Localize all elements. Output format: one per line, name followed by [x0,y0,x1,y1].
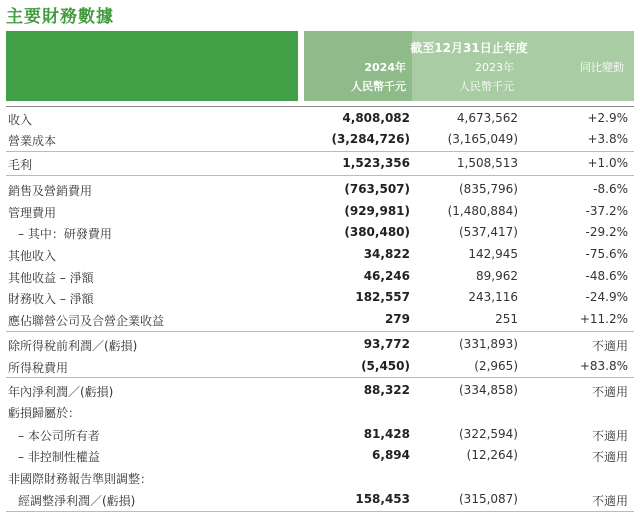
table-header [6,31,634,101]
value-2023: (322,594) [459,427,518,441]
row-label: 其他收益 – 淨額 [8,271,94,285]
value-change: +3.8% [587,132,628,146]
row-label: 非國際財務報告準則調整： [8,472,153,486]
value-2024: (380,480) [344,225,410,239]
header-2024-year: 2024年 [364,61,406,74]
value-2023: 251 [495,312,518,326]
value-2023: 89,962 [476,269,518,283]
value-2023: (12,264) [466,448,518,462]
value-change: +2.9% [587,111,628,125]
row-label: 營業成本 [8,134,57,148]
row-label: – 非控制性權益 [18,450,100,464]
value-change: 不適用 [591,339,628,353]
row-label: 管理費用 [8,206,57,220]
table-row [6,489,634,509]
value-2024: 34,822 [363,247,410,261]
header-2023-unit: 人民幣千元 [459,80,514,93]
divider [6,175,634,176]
table-row [6,108,634,128]
header-2024-unit: 人民幣千元 [351,80,406,93]
table-row [6,445,634,465]
table-row [6,201,634,221]
value-2024: 6,894 [372,448,410,462]
table-row [6,467,634,487]
value-change: -24.9% [585,290,628,304]
row-label: 所得稅費用 [8,361,69,375]
table-row [6,401,634,421]
value-2023: (334,858) [459,383,518,397]
row-label: 毛利 [8,158,33,172]
row-label: 虧損歸屬於： [8,406,81,420]
value-2023: (315,087) [459,492,518,506]
row-label: 除所得稅前利潤／(虧損) [8,339,138,353]
value-2023: (3,165,049) [447,132,518,146]
value-2023: (1,480,884) [447,204,518,218]
table-row [6,222,634,242]
value-change: 不適用 [591,494,628,508]
divider [6,511,634,512]
table-row [6,334,634,354]
value-2024: 182,557 [355,290,410,304]
value-change: +83.8% [579,359,628,373]
divider [6,151,634,152]
divider [6,106,634,107]
page-title: 主要財務數據 [6,7,114,27]
table-row [6,244,634,264]
value-2024: 93,772 [363,337,410,351]
table-row [6,424,634,444]
value-2024: 1,523,356 [342,156,410,170]
value-change: +11.2% [579,312,628,326]
value-change: 不適用 [591,450,628,464]
value-2023: (331,893) [459,337,518,351]
row-label: 財務收入 – 淨額 [8,292,94,306]
value-2024: 46,246 [363,269,410,283]
value-change: 不適用 [591,385,628,399]
header-period: 截至12月31日止年度 [410,41,528,55]
divider [6,331,634,332]
value-change: -37.2% [585,204,628,218]
value-2024: 81,428 [363,427,410,441]
value-2024: 158,453 [355,492,410,506]
value-2024: 88,322 [363,383,410,397]
table-row [6,309,634,329]
value-2024: (763,507) [344,182,410,196]
value-2023: 1,508,513 [456,156,518,170]
value-2024: 279 [384,312,410,326]
row-label: – 本公司所有者 [18,429,100,443]
header-change: 同比變動 [580,61,624,74]
value-2024: (5,450) [361,359,410,373]
row-label: 其他收入 [8,249,57,263]
value-2023: 4,673,562 [456,111,518,125]
value-change: -8.6% [593,182,628,196]
value-2024: 4,808,082 [342,111,410,125]
row-label: 年內淨利潤／(虧損) [8,385,114,399]
row-label: – 其中：研發費用 [18,227,112,241]
header-label-block [6,31,298,101]
row-label: 經調整淨利潤／(虧損) [18,494,136,508]
row-label: 銷售及營銷費用 [8,184,93,198]
value-2023: (835,796) [459,182,518,196]
value-2023: 142,945 [468,247,518,261]
value-2023: (537,417) [459,225,518,239]
value-change: +1.0% [587,156,628,170]
table-row [6,153,634,173]
value-change: 不適用 [591,429,628,443]
value-change: -29.2% [585,225,628,239]
table-row [6,380,634,400]
row-label: 收入 [8,113,33,127]
table-row [6,287,634,307]
value-2023: (2,965) [474,359,518,373]
value-change: -75.6% [585,247,628,261]
value-2024: (3,284,726) [331,132,410,146]
header-2023-year: 2023年 [475,61,514,74]
value-2023: 243,116 [468,290,518,304]
row-label: 應佔聯營公司及合營企業收益 [8,314,165,328]
table-row [6,266,634,286]
value-change: -48.6% [585,269,628,283]
divider [6,377,634,378]
value-2024: (929,981) [344,204,410,218]
table-row [6,356,634,376]
table-row [6,129,634,149]
table-row [6,179,634,199]
